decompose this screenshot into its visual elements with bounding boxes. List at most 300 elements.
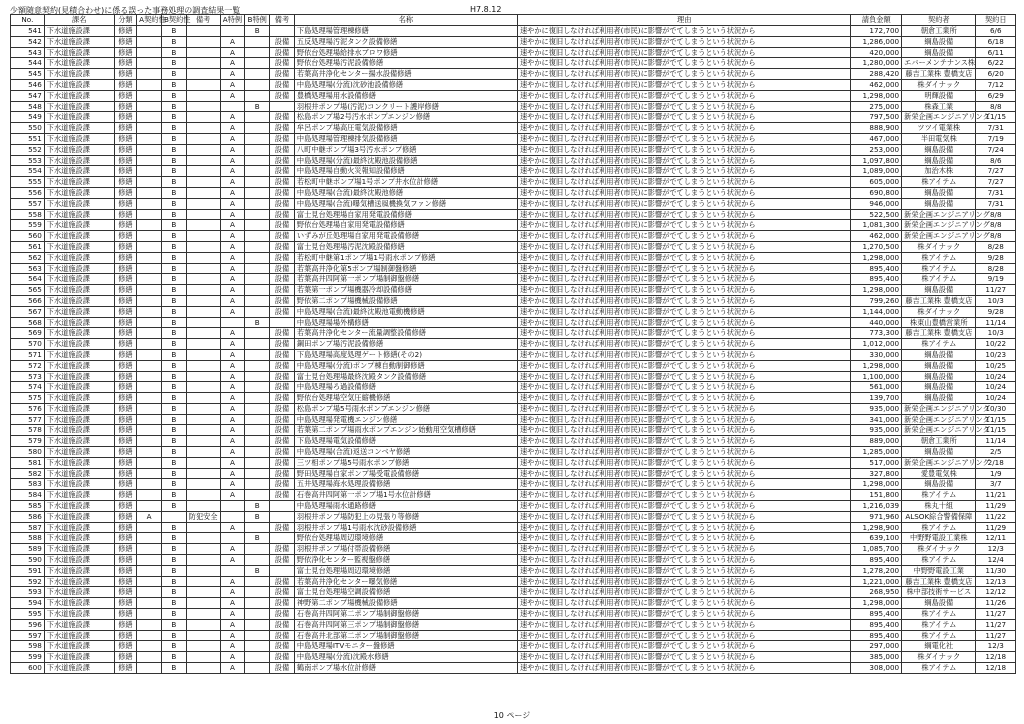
cell-remark <box>186 285 220 296</box>
cell-category: 修繕 <box>114 501 137 512</box>
cell-remark <box>186 90 220 101</box>
table-row <box>11 641 1016 652</box>
cell-row-number: 566 <box>11 295 45 306</box>
cell-reason: 速やかに復旧しなければ利用者(市民)に影響がでてしまうという状況から <box>517 133 850 144</box>
cell-b-special <box>245 79 270 90</box>
cell-category: 修繕 <box>114 382 137 393</box>
cell-b-contract: B <box>161 630 186 641</box>
cell-item-name: 若葉高井浄化センター流量調整設備修繕 <box>294 328 517 339</box>
cell-b-special <box>245 609 270 620</box>
column-header-col-reason: 理由 <box>517 15 850 26</box>
cell-remark <box>186 339 220 350</box>
cell-category: 修繕 <box>114 187 137 198</box>
cell-remark <box>186 241 220 252</box>
cell-reason: 速やかに復旧しなければ利用者(市民)に影響がでてしまうという状況から <box>517 166 850 177</box>
cell-division: 下水道施設課 <box>44 436 114 447</box>
cell-a-contract <box>137 317 162 328</box>
cell-division: 下水道施設課 <box>44 555 114 566</box>
cell-remark-type: 設備 <box>270 447 295 458</box>
cell-contract-date: 11/30 <box>976 565 1016 576</box>
cell-a-contract <box>137 339 162 350</box>
cell-b-special <box>245 371 270 382</box>
cell-b-special <box>245 252 270 263</box>
cell-reason: 速やかに復旧しなければ利用者(市民)に影響がでてしまうという状況から <box>517 47 850 58</box>
cell-b-contract: B <box>161 285 186 296</box>
cell-row-number: 552 <box>11 144 45 155</box>
cell-a-special: A <box>220 403 245 414</box>
cell-item-name: 下島処理場管理棟修繕 <box>294 26 517 37</box>
cell-b-contract: B <box>161 295 186 306</box>
cell-b-contract: B <box>161 274 186 285</box>
cell-division: 下水道施設課 <box>44 641 114 652</box>
cell-division: 下水道施設課 <box>44 317 114 328</box>
cell-a-contract <box>137 47 162 58</box>
cell-remark <box>186 663 220 674</box>
cell-reason: 速やかに復旧しなければ利用者(市民)に影響がでてしまうという状況から <box>517 123 850 134</box>
cell-a-special <box>220 101 245 112</box>
cell-reason: 速やかに復旧しなければ利用者(市民)に影響がでてしまうという状況から <box>517 58 850 69</box>
table-row <box>11 241 1016 252</box>
cell-b-contract: B <box>161 382 186 393</box>
cell-category: 修繕 <box>114 36 137 47</box>
cell-amount: 895,400 <box>851 555 902 566</box>
cell-category: 修繕 <box>114 155 137 166</box>
cell-contractor: 中野野電設工業 <box>902 565 976 576</box>
cell-b-contract: B <box>161 447 186 458</box>
cell-reason: 速やかに復旧しなければ利用者(市民)に影響がでてしまうという状況から <box>517 414 850 425</box>
cell-a-contract <box>137 133 162 144</box>
column-header-col-name: 名称 <box>294 15 517 26</box>
cell-amount: 1,298,000 <box>851 285 902 296</box>
cell-remark <box>186 58 220 69</box>
cell-b-special <box>245 641 270 652</box>
cell-remark-type <box>270 501 295 512</box>
cell-row-number: 556 <box>11 187 45 198</box>
cell-reason: 速やかに復旧しなければ利用者(市民)に影響がでてしまうという状況から <box>517 565 850 576</box>
cell-row-number: 541 <box>11 26 45 37</box>
cell-reason: 速やかに復旧しなければ利用者(市民)に影響がでてしまうという状況から <box>517 576 850 587</box>
cell-b-special <box>245 285 270 296</box>
cell-remark: 防犯安全 <box>186 511 220 522</box>
cell-remark <box>186 447 220 458</box>
table-row <box>11 436 1016 447</box>
cell-reason: 速やかに復旧しなければ利用者(市民)に影響がでてしまうという状況から <box>517 501 850 512</box>
cell-division: 下水道施設課 <box>44 241 114 252</box>
cell-contractor: 株アイテム <box>902 177 976 188</box>
cell-reason: 速やかに復旧しなければ利用者(市民)に影響がでてしまうという状況から <box>517 360 850 371</box>
cell-row-number: 551 <box>11 133 45 144</box>
cell-remark-type: 設備 <box>270 328 295 339</box>
cell-item-name: 富士見台処理場最終沈殿タンク設備修繕 <box>294 371 517 382</box>
cell-category: 修繕 <box>114 166 137 177</box>
cell-a-special: A <box>220 112 245 123</box>
cell-remark-type: 設備 <box>270 414 295 425</box>
cell-row-number: 591 <box>11 565 45 576</box>
cell-category: 修繕 <box>114 295 137 306</box>
cell-contractor: 明輝設備 <box>902 90 976 101</box>
cell-remark <box>186 79 220 90</box>
cell-remark <box>186 425 220 436</box>
cell-a-special: A <box>220 231 245 242</box>
cell-row-number: 555 <box>11 177 45 188</box>
cell-a-contract <box>137 274 162 285</box>
cell-remark-type: 設備 <box>270 285 295 296</box>
table-row <box>11 112 1016 123</box>
cell-a-contract <box>137 468 162 479</box>
cell-item-name: 石巻高井四阿第一ポンプ場1号水位計修繕 <box>294 490 517 501</box>
cell-amount: 1,144,000 <box>851 306 902 317</box>
cell-b-contract: B <box>161 317 186 328</box>
cell-b-contract: B <box>161 468 186 479</box>
cell-b-contract: B <box>161 133 186 144</box>
cell-a-contract <box>137 79 162 90</box>
cell-remark <box>186 177 220 188</box>
cell-division: 下水道施設課 <box>44 26 114 37</box>
cell-category: 修繕 <box>114 47 137 58</box>
cell-item-name: 若葉第一ポンプ場機器冷却設備修繕 <box>294 285 517 296</box>
cell-row-number: 569 <box>11 328 45 339</box>
cell-remark <box>186 123 220 134</box>
cell-row-number: 600 <box>11 663 45 674</box>
cell-contractor: 綱島設備 <box>902 36 976 47</box>
cell-a-special: A <box>220 252 245 263</box>
cell-division: 下水道施設課 <box>44 47 114 58</box>
table-row <box>11 403 1016 414</box>
cell-contractor: 綱島設備 <box>902 198 976 209</box>
cell-amount: 895,400 <box>851 274 902 285</box>
cell-b-contract: B <box>161 641 186 652</box>
cell-a-contract <box>137 101 162 112</box>
cell-contractor: 綱島設備 <box>902 447 976 458</box>
cell-reason: 速やかに復旧しなければ利用者(市民)に影響がでてしまうという状況から <box>517 79 850 90</box>
table-row <box>11 555 1016 566</box>
cell-division: 下水道施設課 <box>44 414 114 425</box>
cell-reason: 速やかに復旧しなければ利用者(市民)に影響がでてしまうという状況から <box>517 468 850 479</box>
cell-b-special <box>245 630 270 641</box>
cell-item-name: 松島ポンプ場5号雨水ポンプエンジン修繕 <box>294 403 517 414</box>
cell-category: 修繕 <box>114 393 137 404</box>
cell-remark-type: 設備 <box>270 133 295 144</box>
column-header-col-division: 課名 <box>44 15 114 26</box>
cell-row-number: 594 <box>11 598 45 609</box>
cell-contract-date: 11/15 <box>976 425 1016 436</box>
cell-category: 修繕 <box>114 112 137 123</box>
cell-a-special: A <box>220 339 245 350</box>
cell-amount: 773,300 <box>851 328 902 339</box>
cell-a-contract <box>137 663 162 674</box>
cell-contractor: 綱島設備 <box>902 393 976 404</box>
cell-a-contract <box>137 403 162 414</box>
cell-item-name: 富士見台処理場自家用発電設備修繕 <box>294 209 517 220</box>
cell-a-special: A <box>220 263 245 274</box>
cell-contract-date: 7/24 <box>976 144 1016 155</box>
cell-reason: 速やかに復旧しなければ利用者(市民)に影響がでてしまうという状況から <box>517 522 850 533</box>
cell-item-name: 野依台処理場汚泥設備修繕 <box>294 58 517 69</box>
cell-remark <box>186 112 220 123</box>
cell-a-contract <box>137 198 162 209</box>
cell-a-special: A <box>220 587 245 598</box>
cell-category: 修繕 <box>114 490 137 501</box>
cell-a-contract <box>137 177 162 188</box>
cell-reason: 速やかに復旧しなければ利用者(市民)に影響がでてしまうという状況から <box>517 490 850 501</box>
cell-a-contract <box>137 241 162 252</box>
cell-a-special: A <box>220 641 245 652</box>
cell-remark <box>186 457 220 468</box>
cell-contract-date: 11/15 <box>976 112 1016 123</box>
table-row <box>11 90 1016 101</box>
cell-division: 下水道施設課 <box>44 263 114 274</box>
cell-remark <box>186 26 220 37</box>
cell-contract-date: 11/26 <box>976 598 1016 609</box>
cell-remark-type <box>270 26 295 37</box>
cell-remark-type: 設備 <box>270 652 295 663</box>
cell-row-number: 568 <box>11 317 45 328</box>
cell-b-special <box>245 663 270 674</box>
cell-a-special: A <box>220 241 245 252</box>
cell-remark-type: 設備 <box>270 79 295 90</box>
cell-contract-date: 12/12 <box>976 587 1016 598</box>
cell-b-contract: B <box>161 58 186 69</box>
cell-item-name: 八町中継ポンプ場3号汚水ポンプ修繕 <box>294 144 517 155</box>
cell-division: 下水道施設課 <box>44 220 114 231</box>
cell-item-name: 牟呂ポンプ場高圧電気設備修繕 <box>294 123 517 134</box>
cell-a-contract <box>137 155 162 166</box>
cell-row-number: 589 <box>11 544 45 555</box>
cell-division: 下水道施設課 <box>44 349 114 360</box>
cell-b-special <box>245 425 270 436</box>
cell-amount: 935,000 <box>851 425 902 436</box>
cell-item-name: 中島処理場(合流)曝気槽送風機換気ファン修繕 <box>294 198 517 209</box>
cell-a-special: A <box>220 425 245 436</box>
cell-contractor: 綱島設備 <box>902 144 976 155</box>
cell-a-special: A <box>220 598 245 609</box>
cell-amount: 462,000 <box>851 231 902 242</box>
cell-contractor: 藤吉工業株 豊橋支店 <box>902 69 976 80</box>
cell-division: 下水道施設課 <box>44 295 114 306</box>
cell-category: 修繕 <box>114 285 137 296</box>
cell-item-name: 羽根井ポンプ場1号雨水沈砂設備修繕 <box>294 522 517 533</box>
cell-remark-type: 設備 <box>270 36 295 47</box>
cell-b-contract: B <box>161 619 186 630</box>
cell-a-special: A <box>220 522 245 533</box>
cell-b-special <box>245 241 270 252</box>
cell-a-special: A <box>220 360 245 371</box>
cell-amount: 1,298,000 <box>851 360 902 371</box>
table-row <box>11 565 1016 576</box>
cell-remark-type: 設備 <box>270 47 295 58</box>
cell-remark <box>186 533 220 544</box>
cell-category: 修繕 <box>114 587 137 598</box>
cell-a-special: A <box>220 349 245 360</box>
table-row <box>11 576 1016 587</box>
cell-division: 下水道施設課 <box>44 339 114 350</box>
cell-a-special: A <box>220 220 245 231</box>
cell-a-contract <box>137 231 162 242</box>
cell-b-special <box>245 393 270 404</box>
cell-remark-type: 設備 <box>270 457 295 468</box>
cell-remark-type: 設備 <box>270 349 295 360</box>
cell-b-special <box>245 263 270 274</box>
table-row <box>11 393 1016 404</box>
cell-contractor: 株アイテム <box>902 630 976 641</box>
cell-remark-type: 設備 <box>270 393 295 404</box>
cell-item-name: 石巻高井四阿第三ポンプ場制御盤修繕 <box>294 619 517 630</box>
cell-a-special <box>220 533 245 544</box>
cell-division: 下水道施設課 <box>44 652 114 663</box>
cell-a-contract <box>137 393 162 404</box>
table-row <box>11 133 1016 144</box>
cell-contract-date: 6/18 <box>976 36 1016 47</box>
cell-a-special: A <box>220 306 245 317</box>
cell-amount: 462,000 <box>851 79 902 90</box>
cell-a-contract <box>137 187 162 198</box>
cell-contract-date: 11/22 <box>976 511 1016 522</box>
cell-b-special <box>245 587 270 598</box>
cell-contractor: 朝倉工業所 <box>902 26 976 37</box>
cell-category: 修繕 <box>114 349 137 360</box>
cell-row-number: 584 <box>11 490 45 501</box>
table-row <box>11 47 1016 58</box>
cell-a-special: A <box>220 652 245 663</box>
cell-remark <box>186 544 220 555</box>
cell-b-contract: B <box>161 393 186 404</box>
cell-division: 下水道施設課 <box>44 619 114 630</box>
cell-contract-date: 8/8 <box>976 220 1016 231</box>
cell-b-special <box>245 47 270 58</box>
cell-a-contract <box>137 349 162 360</box>
cell-b-special: B <box>245 565 270 576</box>
cell-a-special: A <box>220 457 245 468</box>
cell-reason: 速やかに復旧しなければ利用者(市民)に影響がでてしまうという状況から <box>517 241 850 252</box>
cell-b-contract: B <box>161 403 186 414</box>
cell-contractor: 株アイテム <box>902 619 976 630</box>
cell-a-contract <box>137 166 162 177</box>
cell-reason: 速やかに復旧しなければ利用者(市民)に影響がでてしまうという状況から <box>517 263 850 274</box>
cell-item-name: 野依台処理場給排水ブロワ修繕 <box>294 47 517 58</box>
table-row <box>11 501 1016 512</box>
cell-contract-date: 11/27 <box>976 609 1016 620</box>
cell-contractor: 新栄企画エンジニアリング <box>902 414 976 425</box>
cell-category: 修繕 <box>114 522 137 533</box>
cell-reason: 速やかに復旧しなければ利用者(市民)に影響がでてしまうという状況から <box>517 209 850 220</box>
cell-category: 修繕 <box>114 641 137 652</box>
cell-a-contract <box>137 360 162 371</box>
cell-contract-date: 10/24 <box>976 393 1016 404</box>
cell-row-number: 545 <box>11 69 45 80</box>
cell-reason: 速やかに復旧しなければ利用者(市民)に影響がでてしまうという状況から <box>517 339 850 350</box>
cell-item-name: 羽根井ポンプ場防犯上の見張り等修繕 <box>294 511 517 522</box>
cell-remark <box>186 47 220 58</box>
cell-remark-type: 設備 <box>270 436 295 447</box>
cell-b-special <box>245 576 270 587</box>
cell-remark <box>186 522 220 533</box>
cell-remark-type: 設備 <box>270 425 295 436</box>
cell-division: 下水道施設課 <box>44 663 114 674</box>
cell-reason: 速やかに復旧しなければ利用者(市民)に影響がでてしまうという状況から <box>517 295 850 306</box>
cell-contractor: 朝倉工業所 <box>902 436 976 447</box>
cell-amount: 895,400 <box>851 263 902 274</box>
cell-a-special: A <box>220 468 245 479</box>
cell-row-number: 585 <box>11 501 45 512</box>
cell-contractor: 藤吉工業株 豊橋支店 <box>902 576 976 587</box>
cell-a-contract <box>137 123 162 134</box>
cell-amount: 517,000 <box>851 457 902 468</box>
cell-division: 下水道施設課 <box>44 79 114 90</box>
cell-category: 修繕 <box>114 209 137 220</box>
cell-b-special <box>245 306 270 317</box>
cell-contractor: 綱島設備 <box>902 382 976 393</box>
cell-remark <box>186 166 220 177</box>
cell-b-contract: B <box>161 663 186 674</box>
cell-contract-date: 7/19 <box>976 133 1016 144</box>
cell-category: 修繕 <box>114 555 137 566</box>
cell-a-contract <box>137 36 162 47</box>
cell-b-contract: B <box>161 652 186 663</box>
cell-category: 修繕 <box>114 198 137 209</box>
cell-item-name: 石巻高井北部第二ポンプ場制御盤修繕 <box>294 630 517 641</box>
cell-contract-date: 10/23 <box>976 349 1016 360</box>
cell-remark <box>186 231 220 242</box>
cell-row-number: 544 <box>11 58 45 69</box>
cell-b-special <box>245 555 270 566</box>
cell-b-special <box>245 177 270 188</box>
cell-b-contract: B <box>161 522 186 533</box>
cell-contract-date: 11/29 <box>976 522 1016 533</box>
cell-remark <box>186 641 220 652</box>
cell-contract-date: 10/22 <box>976 339 1016 350</box>
cell-contract-date: 11/14 <box>976 317 1016 328</box>
cell-reason: 速やかに復旧しなければ利用者(市民)に影響がでてしまうという状況から <box>517 306 850 317</box>
cell-b-special <box>245 58 270 69</box>
cell-contractor: 藤吉工業株 豊橋支店 <box>902 328 976 339</box>
table-row <box>11 36 1016 47</box>
cell-b-special: B <box>245 26 270 37</box>
cell-reason: 速やかに復旧しなければ利用者(市民)に影響がでてしまうという状況から <box>517 587 850 598</box>
table-row <box>11 382 1016 393</box>
cell-b-special <box>245 382 270 393</box>
cell-reason: 速やかに復旧しなければ利用者(市民)に影響がでてしまうという状況から <box>517 630 850 641</box>
cell-remark-type: 設備 <box>270 209 295 220</box>
cell-reason: 速やかに復旧しなければ利用者(市民)に影響がでてしまうという状況から <box>517 274 850 285</box>
cell-remark <box>186 609 220 620</box>
cell-category: 修繕 <box>114 436 137 447</box>
cell-reason: 速やかに復旧しなければ利用者(市民)に影響がでてしまうという状況から <box>517 511 850 522</box>
table-row <box>11 317 1016 328</box>
cell-item-name: 羽根井ポンプ場(汚泥)コンクリート護岸修繕 <box>294 101 517 112</box>
cell-item-name: 中島処理場(分流)沈殿水修繕 <box>294 652 517 663</box>
cell-row-number: 583 <box>11 479 45 490</box>
cell-division: 下水道施設課 <box>44 177 114 188</box>
cell-row-number: 598 <box>11 641 45 652</box>
cell-b-contract: B <box>161 187 186 198</box>
cell-contract-date: 10/3 <box>976 295 1016 306</box>
cell-row-number: 581 <box>11 457 45 468</box>
cell-item-name: 中島処理場ITVモニター盤修繕 <box>294 641 517 652</box>
cell-remark <box>186 328 220 339</box>
cell-b-special <box>245 619 270 630</box>
cell-remark-type: 設備 <box>270 479 295 490</box>
cell-category: 修繕 <box>114 609 137 620</box>
cell-division: 下水道施設課 <box>44 209 114 220</box>
cell-reason: 速やかに復旧しなければ利用者(市民)に影響がでてしまうという状況から <box>517 112 850 123</box>
cell-division: 下水道施設課 <box>44 101 114 112</box>
cell-amount: 889,000 <box>851 436 902 447</box>
cell-reason: 速やかに復旧しなければ利用者(市民)に影響がでてしまうという状況から <box>517 533 850 544</box>
cell-remark-type: 設備 <box>270 360 295 371</box>
cell-contract-date: 12/18 <box>976 652 1016 663</box>
cell-amount: 895,400 <box>851 630 902 641</box>
cell-b-special <box>245 360 270 371</box>
